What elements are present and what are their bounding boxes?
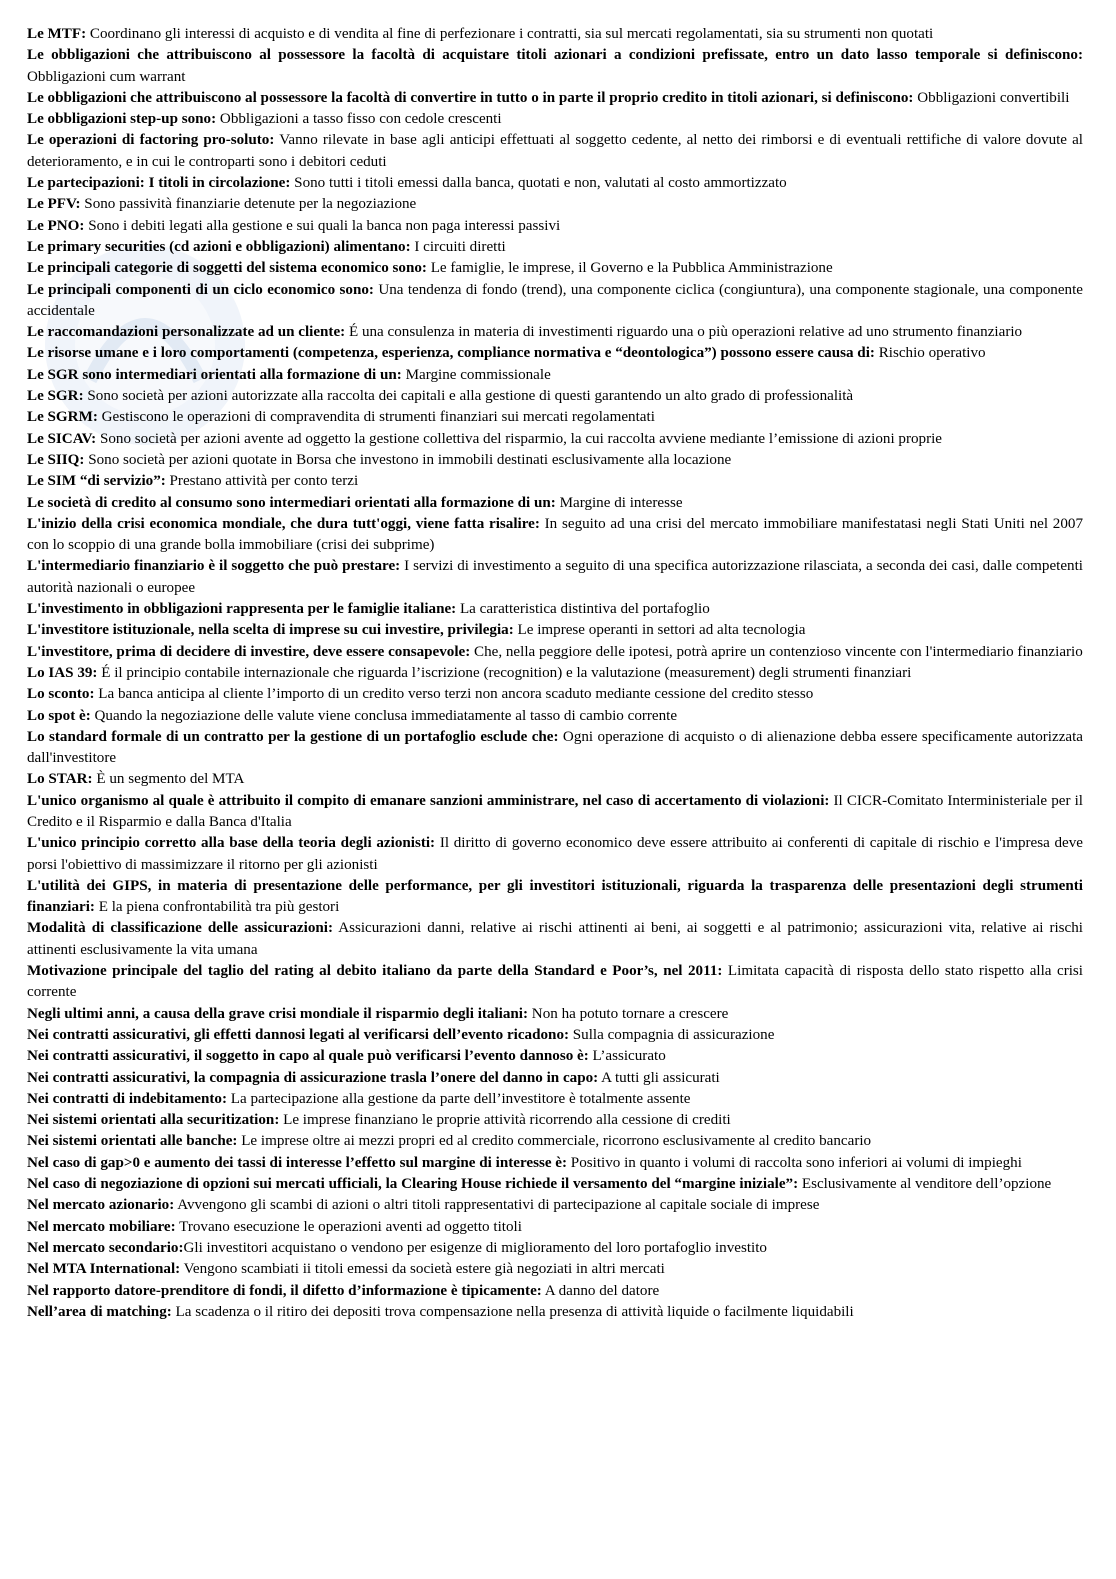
qa-entry <box>27 1153 1083 1174</box>
question-text: Le PFV: <box>27 196 81 213</box>
answer-text: Positivo in quanto i volumi di raccolta sono inferiori ai volumi di impieghi <box>567 1154 1022 1171</box>
answer-text: I servizi di investimento a seguito di una specifica autorizzazione rilasciata, a seconda dei casi, dalle competenti autorità nazionali o europee <box>27 558 1083 596</box>
qa-entry <box>27 429 1083 450</box>
question-text: Nel mercato mobiliare: <box>27 1218 176 1235</box>
qa-entry <box>27 1238 1083 1259</box>
qa-entry <box>27 1004 1083 1025</box>
question-text: Lo sconto: <box>27 686 95 703</box>
answer-text: A danno del datore <box>541 1282 660 1299</box>
question-text: Le risorse umane e i loro comportamenti (competenza, esperienza, compliance normativa e “deontologica”) possono essere causa di: <box>27 345 875 362</box>
question-text: Nel mercato secondario: <box>27 1239 184 1256</box>
answer-text: La partecipazione alla gestione da parte dell’investitore è totalmente assente <box>226 1090 691 1107</box>
question-text: Lo IAS 39: <box>27 664 98 681</box>
answer-text: Il CICR-Comitato Interministeriale per il Credito e il Risparmio e dalla Banca d'Italia <box>27 792 1083 830</box>
answer-text: E la piena confrontabilità tra più gestori <box>94 899 340 916</box>
answer-text: Gli investitori acquistano o vendono per esigenze di miglioramento del loro portafoglio investito <box>183 1239 767 1256</box>
answer-text: Vengono scambiati ii titoli emessi da società estere già negoziati in altri mercati <box>180 1261 665 1278</box>
answer-text: Non ha potuto tornare a crescere <box>528 1005 729 1022</box>
answer-text: La scadenza o il ritiro dei depositi trova compensazione nella presenza di attività liquide o facilmente liquidabili <box>171 1303 854 1320</box>
question-text: L'investitore, prima di decidere di investire, deve essere consapevole: <box>27 643 471 660</box>
qa-entry <box>27 1259 1083 1280</box>
qa-entry <box>27 1110 1083 1131</box>
qa-entry <box>27 556 1083 599</box>
question-text: Le principali componenti di un ciclo economico sono: <box>27 281 374 298</box>
answer-text: Il diritto di governo economico deve essere attribuito ai conferenti di capitale di rischio e l'impresa deve porsi l'obiettivo di massimizzare il ritorno per gli azionisti <box>27 835 1084 873</box>
qa-entry <box>27 322 1083 343</box>
answer-text: É il principio contabile internazionale che riguarda l’iscrizione (recognition) e la valutazione (measurement) degli strumenti finanziari <box>97 664 912 681</box>
answer-text: Trovano esecuzione le operazioni aventi ad oggetto titoli <box>175 1218 522 1235</box>
answer-text: Sono i debiti legati alla gestione e sui quali la banca non paga interessi passivi <box>84 217 561 234</box>
answer-text: Sono tutti i titoli emessi dalla banca, quotati e non, valutati al costo ammortizzato <box>290 175 787 192</box>
question-text: Nel caso di gap>0 e aumento dei tassi di interesse l’effetto sul margine di interesse è: <box>27 1154 568 1171</box>
answer-text: È un segmento del MTA <box>92 771 245 788</box>
qa-entry <box>27 620 1083 641</box>
qa-entry <box>27 727 1083 770</box>
qa-entry <box>27 1131 1083 1152</box>
qa-entry <box>27 386 1083 407</box>
qa-entry <box>27 876 1083 919</box>
qa-entry <box>27 1195 1083 1216</box>
qa-entry <box>27 769 1083 790</box>
qa-entry <box>27 343 1083 364</box>
qa-entry <box>27 684 1083 705</box>
question-text: L'investimento in obbligazioni rappresenta per le famiglie italiane: <box>27 601 457 618</box>
qa-entry <box>27 706 1083 727</box>
qa-entry <box>27 918 1083 961</box>
qa-entry <box>27 280 1083 323</box>
question-text: Le partecipazioni: I titoli in circolazione: <box>27 175 291 192</box>
question-text: Le obbligazioni che attribuiscono al possessore la facoltà di acquistare titoli azionari a condizioni prefissate, entro un dato lasso temporale si definiscono: <box>27 47 1083 64</box>
question-text: Lo standard formale di un contratto per la gestione di un portafoglio esclude che: <box>27 728 559 745</box>
qa-entry <box>27 471 1083 492</box>
answer-text: La banca anticipa al cliente l’importo di un credito verso terzi non ancora scaduto mediante cessione del credito stesso <box>94 686 814 703</box>
question-text: Nei sistemi orientati alla securitization: <box>27 1112 280 1129</box>
answer-text: Sulla compagnia di assicurazione <box>569 1026 775 1043</box>
qa-entry <box>27 599 1083 620</box>
qa-entry <box>27 1089 1083 1110</box>
question-text: Motivazione principale del taglio del rating al debito italiano da parte della Standard e Poor’s, nel 2011: <box>27 963 723 980</box>
question-text: Le società di credito al consumo sono intermediari orientati alla formazione di un: <box>27 494 556 511</box>
answer-text: Assicurazioni danni, relative ai rischi attinenti ai beni, ai soggetti e al patrimonio; assicurazioni vita, relative ai rischi attinenti esclusivamente la vita umana <box>27 920 1083 958</box>
question-text: Le PNO: <box>27 217 85 234</box>
answer-text: Sono società per azioni autorizzate alla raccolta dei capitali e alla gestione di questi garantendo un alto grado di professionalità <box>83 388 854 405</box>
answer-text: Rischio operativo <box>874 345 986 362</box>
answer-text: Coordinano gli interessi di acquisto e di vendita al fine di perfezionare i contratti, sia sul mercati regolamentati, sia su strumenti non quotati <box>86 26 934 42</box>
question-text: Le raccomandazioni personalizzate ad un cliente: <box>27 324 346 341</box>
question-text: Lo STAR: <box>27 771 93 788</box>
qa-entry <box>27 365 1083 386</box>
question-text: Le SICAV: <box>27 430 97 447</box>
answer-text: In seguito ad una crisi del mercato immobiliare manifestatasi negli Stati Uniti nel 2007 con lo scoppio di una grande bolla immobiliare (crisi dei subprime) <box>27 515 1083 554</box>
question-text: Nei contratti assicurativi, il soggetto in capo al quale può verificarsi l’evento dannoso è: <box>27 1048 589 1065</box>
qa-entry <box>27 450 1083 471</box>
answer-text: Le imprese finanziano le proprie attività ricorrendo alla cessione di crediti <box>279 1112 731 1129</box>
answer-text: La caratteristica distintiva del portafoglio <box>456 601 710 618</box>
question-text: Le SGR sono intermediari orientati alla formazione di un: <box>27 366 402 383</box>
document-body <box>27 24 1083 1323</box>
qa-entry <box>27 833 1083 876</box>
question-text: Le SGRM: <box>27 409 98 426</box>
question-text: L'investitore istituzionale, nella scelta di imprese su cui investire, privilegia: <box>27 622 514 639</box>
answer-text: Quando la negoziazione delle valute viene conclusa immediatamente al tasso di cambio corrente <box>90 707 678 724</box>
answer-text: Prestano attività per conto terzi <box>165 473 359 490</box>
question-text: Le SGR: <box>27 388 84 405</box>
answer-text: A tutti gli assicurati <box>598 1069 720 1086</box>
answer-text: Gestiscono le operazioni di compravendita di strumenti finanziari sui mercati regolamentati <box>97 409 655 426</box>
qa-entry <box>27 88 1083 109</box>
question-text: Negli ultimi anni, a causa della grave crisi mondiale il risparmio degli italiani: <box>27 1005 529 1022</box>
qa-entry <box>27 24 1083 45</box>
answer-text: Avvengono gli scambi di azioni o altri titoli rappresentativi di partecipazione al capitale sociale di imprese <box>174 1197 820 1214</box>
qa-entry <box>27 109 1083 130</box>
qa-entry <box>27 514 1083 557</box>
question-text: Le obbligazioni che attribuiscono al possessore la facoltà di convertire in tutto o in parte il proprio credito in titoli azionari, si definiscono: <box>27 89 914 106</box>
question-text: Nei contratti di indebitamento: <box>27 1090 227 1107</box>
qa-entry <box>27 791 1083 834</box>
qa-entry <box>27 130 1083 173</box>
qa-entry <box>27 258 1083 279</box>
answer-text: Obbligazioni convertibili <box>913 89 1070 106</box>
question-text: Nel mercato azionario: <box>27 1197 175 1214</box>
answer-text: Sono società per azioni quotate in Borsa che investono in immobili destinati esclusivamente alla locazione <box>84 451 732 468</box>
question-text: Le operazioni di factoring pro-soluto: <box>27 132 275 149</box>
qa-entry <box>27 45 1083 88</box>
question-text: L'unico principio corretto alla base della teoria degli azionisti: <box>27 835 436 852</box>
question-text: Lo spot è: <box>27 707 91 724</box>
answer-text: Che, nella peggiore delle ipotesi, potrà aprire un contenzioso vincente con l'intermediario finanziario <box>470 643 1083 660</box>
answer-text: Obbligazioni a tasso fisso con cedole crescenti <box>216 111 502 128</box>
answer-text: Margine commissionale <box>401 366 551 383</box>
question-text: Modalità di classificazione delle assicurazioni: <box>27 920 333 937</box>
question-text: L'unico organismo al quale è attribuito il compito di emanare sanzioni amministrare, nel caso di accertamento di violazioni: <box>27 792 830 809</box>
qa-entry <box>27 407 1083 428</box>
question-text: L'intermediario finanziario è il soggetto che può prestare: <box>27 558 401 575</box>
qa-entry <box>27 961 1083 1004</box>
answer-text: Esclusivamente al venditore dell’opzione <box>798 1176 1052 1193</box>
question-text: Nei sistemi orientati alle banche: <box>27 1133 238 1150</box>
question-text: Le SIIQ: <box>27 451 85 468</box>
answer-text: Vanno rilevate in base agli anticipi effettuati al soggetto cedente, al netto dei rimborsi e di eventuali rettifiche di valore dovute al deterioramento, e in cui le controparti sono i debitori ceduti <box>27 132 1083 170</box>
qa-entry <box>27 1068 1083 1089</box>
qa-entry <box>27 1046 1083 1067</box>
answer-text: Le imprese operanti in settori ad alta tecnologia <box>513 622 806 639</box>
qa-entry <box>27 216 1083 237</box>
question-text: Nel rapporto datore-prenditore di fondi, il difetto d’informazione è tipicamente: <box>27 1282 542 1299</box>
qa-entry <box>27 642 1083 663</box>
qa-entry <box>27 493 1083 514</box>
question-text: Nei contratti assicurativi, la compagnia di assicurazione trasla l’onere del danno in capo: <box>27 1069 599 1086</box>
answer-text: Margine di interesse <box>555 494 683 511</box>
question-text: Le SIM “di servizio”: <box>27 473 166 490</box>
answer-text: I circuiti diretti <box>410 238 506 255</box>
answer-text: Sono passività finanziarie detenute per la negoziazione <box>80 196 417 213</box>
answer-text: Le imprese oltre ai mezzi propri ed al credito commerciale, ricorrono esclusivamente al credito bancario <box>237 1133 872 1150</box>
question-text: Le obbligazioni step-up sono: <box>27 111 217 128</box>
qa-entry <box>27 173 1083 194</box>
answer-text: Le famiglie, le imprese, il Governo e la Pubblica Amministrazione <box>426 260 833 277</box>
answer-text: É una consulenza in materia di investimenti riguardo una o più operazioni relative ad uno strumento finanziario <box>345 324 1023 341</box>
question-text: L'inizio della crisi economica mondiale, che dura tutt'oggi, viene fatta risalire: <box>27 515 540 532</box>
question-text: L'utilità dei GIPS, in materia di presentazione delle performance, per gli investitori istituzionali, riguarda la trasparenza delle presentazioni degli strumenti finanziari: <box>27 877 1083 916</box>
qa-entry <box>27 1025 1083 1046</box>
question-text: Nei contratti assicurativi, gli effetti dannosi legati al verificarsi dell’evento ricadono: <box>27 1026 570 1043</box>
qa-entry <box>27 194 1083 215</box>
qa-entry <box>27 1174 1083 1195</box>
answer-text: Limitata capacità di risposta dello stato rispetto alla crisi corrente <box>27 963 1083 1001</box>
answer-text: Sono società per azioni avente ad oggetto la gestione collettiva del risparmio, la cui raccolta avviene mediante l’emissione di azioni proprie <box>96 430 942 447</box>
question-text: Le MTF: <box>27 26 87 42</box>
question-text: Le principali categorie di soggetti del sistema economico sono: <box>27 260 427 277</box>
answer-text: L’assicurato <box>588 1048 666 1065</box>
question-text: Nell’area di matching: <box>27 1303 172 1320</box>
question-text: Nel caso di negoziazione di opzioni sui mercati ufficiali, la Clearing House richiede il versamento del “margine iniziale”: <box>27 1176 799 1193</box>
question-text: Le primary securities (cd azioni e obbligazioni) alimentano: <box>27 238 411 255</box>
qa-entry <box>27 1302 1083 1323</box>
question-text: Nel MTA International: <box>27 1261 181 1278</box>
answer-text: Obbligazioni cum warrant <box>27 68 186 85</box>
qa-entry <box>27 1217 1083 1238</box>
answer-text: Una tendenza di fondo (trend), una componente ciclica (congiuntura), una componente stagionale, una componente accidentale <box>27 281 1083 319</box>
qa-entry <box>27 237 1083 258</box>
qa-entry <box>27 1281 1083 1302</box>
answer-text: Ogni operazione di acquisto o di alienazione debba essere specificamente autorizzata dall'investitore <box>27 728 1083 767</box>
qa-entry <box>27 663 1083 684</box>
